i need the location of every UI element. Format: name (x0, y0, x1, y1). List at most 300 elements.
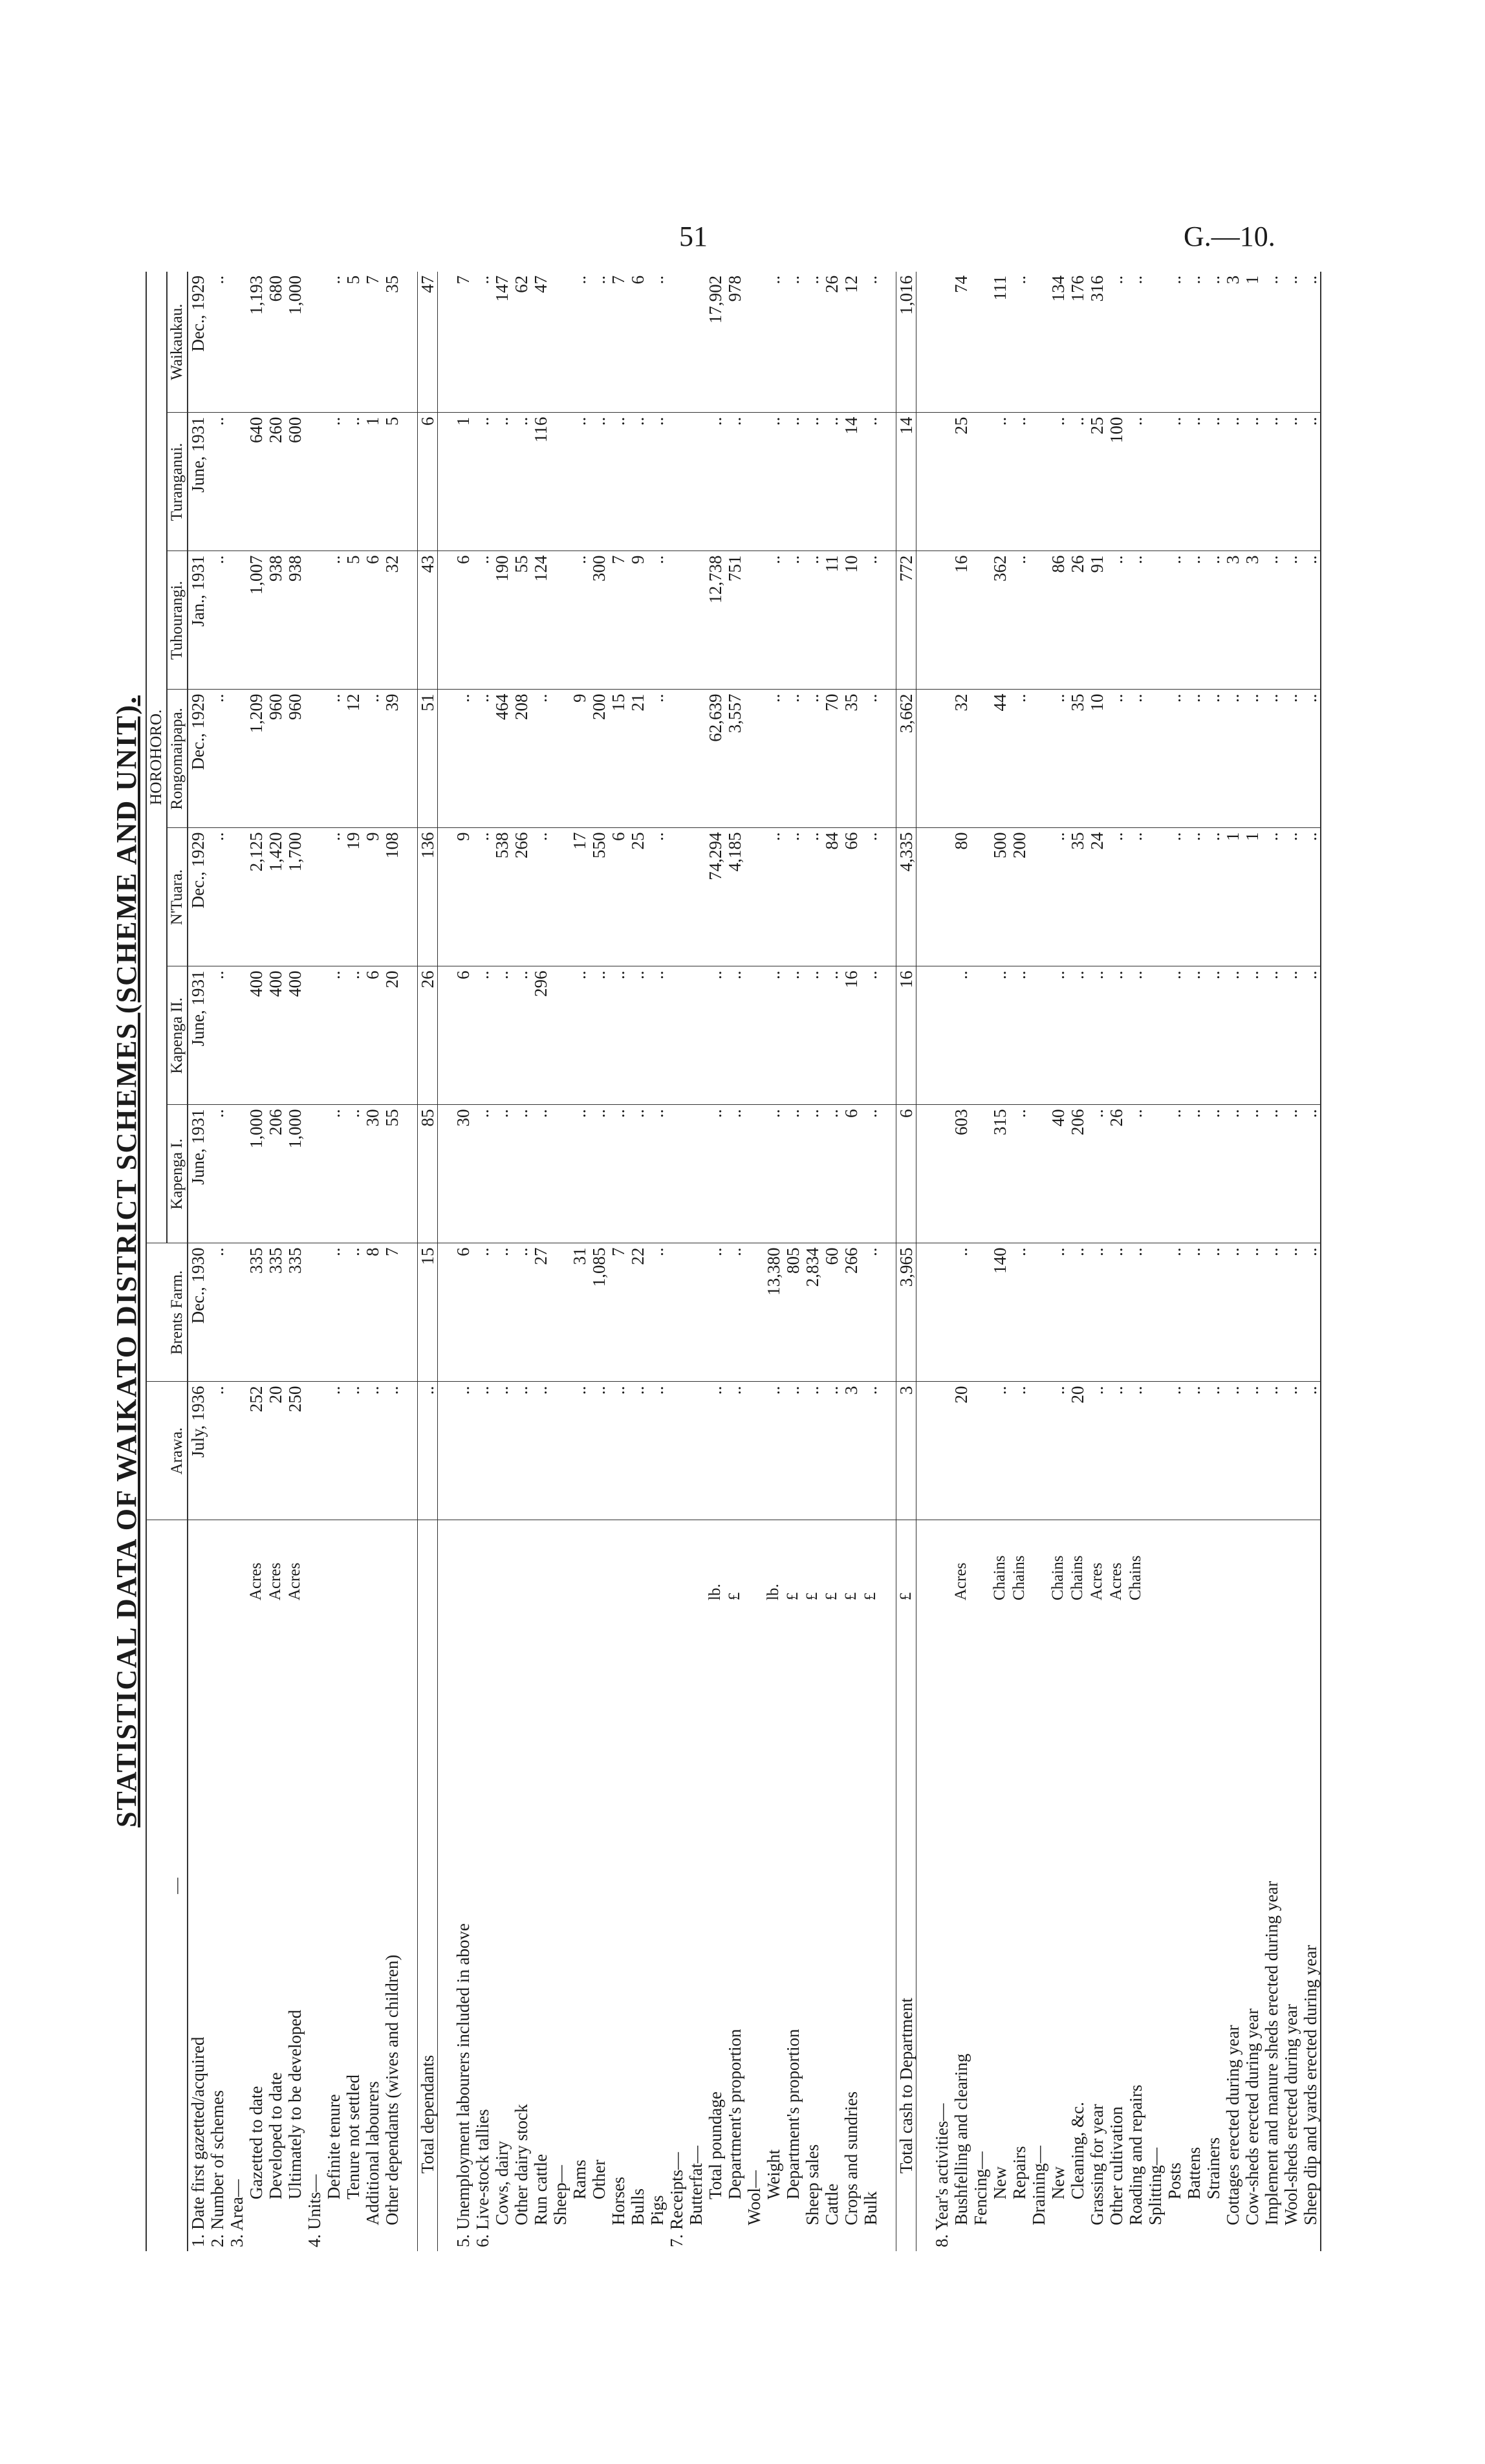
cell-value (971, 966, 990, 1105)
cell-value: .. (570, 413, 589, 551)
cell-value: .. (589, 272, 609, 413)
cell-value: 335 (266, 1243, 285, 1382)
row-label: Fencing— (971, 2152, 990, 2225)
table-row (1145, 272, 1165, 2251)
cell-value: 47 (418, 272, 438, 413)
row-unit: lb. (706, 1584, 724, 1600)
cell-value: .. (1301, 551, 1321, 690)
row-label (916, 1604, 933, 2251)
cell-value: .. (1184, 1243, 1204, 1382)
cell-value: June, 1931 (188, 1105, 208, 1243)
cell-value (932, 1243, 951, 1382)
cell-value: 6 (628, 272, 647, 413)
cell-value: .. (647, 828, 667, 966)
row-label: Total cash to Department (896, 1604, 916, 2251)
table-row (1107, 272, 1126, 2251)
cell-value: 26 (418, 966, 438, 1105)
cell-value: .. (570, 1105, 589, 1243)
cell-value: .. (822, 413, 841, 551)
cell-value: 603 (951, 1105, 971, 1243)
cell-value: .. (764, 1105, 783, 1243)
cell-value: .. (208, 1243, 227, 1382)
row-label: Sheep sales (803, 2144, 822, 2225)
cell-value: .. (1010, 966, 1029, 1105)
table-row (971, 272, 990, 2251)
cell-value: .. (764, 272, 783, 413)
row-unit (402, 1520, 418, 1604)
cell-value: .. (473, 272, 492, 413)
row-label (880, 1604, 896, 2251)
cell-value: .. (990, 413, 1010, 551)
cell-value: .. (418, 1382, 438, 1520)
cell-value (932, 551, 951, 690)
cell-value (438, 1105, 454, 1243)
row-unit: Acres (286, 1562, 303, 1600)
cell-value: .. (1301, 1382, 1321, 1520)
cell-value: 40 (1048, 1105, 1068, 1243)
cell-value: .. (1165, 828, 1184, 966)
cell-value: .. (861, 966, 880, 1105)
cell-value (880, 690, 896, 828)
cell-value: .. (208, 1105, 227, 1243)
col-header: Waikaukau. (167, 272, 188, 413)
cell-value: .. (822, 966, 841, 1105)
cell-value: .. (764, 413, 783, 551)
cell-value (227, 828, 246, 966)
cell-value: 751 (725, 551, 744, 690)
cell-value: .. (1281, 551, 1301, 690)
cell-value: Dec., 1929 (188, 690, 208, 828)
cell-value: .. (1242, 1105, 1262, 1243)
cell-value: .. (1087, 1382, 1107, 1520)
row-unit (1184, 1520, 1204, 1604)
cell-value: 26 (1107, 1105, 1126, 1243)
cell-value: .. (492, 966, 512, 1105)
cell-value: .. (1184, 690, 1204, 828)
cell-value: 80 (951, 828, 971, 966)
cell-value: .. (1126, 1243, 1145, 1382)
cell-value: 5 (343, 272, 363, 413)
cell-value: .. (706, 413, 725, 551)
cell-value (880, 1382, 896, 1520)
cell-value: 16 (841, 966, 861, 1105)
cell-value: 500 (990, 828, 1010, 966)
table-row (453, 272, 473, 2251)
cell-value: .. (951, 966, 971, 1105)
row-unit (473, 1520, 492, 1604)
cell-value: .. (647, 1105, 667, 1243)
cell-value: .. (473, 413, 492, 551)
cell-value: .. (512, 1382, 531, 1520)
row-unit (324, 1520, 343, 1604)
row-label: Additional labourers (363, 2081, 382, 2225)
row-unit (227, 1520, 246, 1604)
cell-value: June, 1931 (188, 413, 208, 551)
table-row (990, 272, 1010, 2251)
cell-value (916, 1105, 933, 1243)
table-row (803, 272, 822, 2251)
cell-value: .. (803, 1105, 822, 1243)
row-label: Wool-sheds erected during year (1281, 2004, 1301, 2225)
row-label: Run cattle (531, 2153, 550, 2225)
group-header-row (146, 272, 167, 2251)
row-label: 4. Units— (305, 2174, 324, 2247)
cell-value: .. (783, 966, 803, 1105)
cell-value (305, 966, 324, 1105)
cell-value (550, 966, 570, 1105)
cell-value (932, 272, 951, 413)
cell-value: .. (1010, 690, 1029, 828)
table-row (1068, 272, 1087, 2251)
row-label: Rams (570, 2159, 589, 2199)
cell-value: .. (861, 551, 880, 690)
cell-value: .. (492, 413, 512, 551)
cell-value (1029, 966, 1048, 1105)
cell-value (550, 1243, 570, 1382)
cell-value: .. (1262, 828, 1281, 966)
table-row (285, 272, 305, 2251)
cell-value: 3 (1223, 272, 1242, 413)
cell-value: .. (1262, 551, 1281, 690)
cell-value (971, 413, 990, 551)
cell-value: .. (324, 828, 343, 966)
cell-value: .. (951, 1243, 971, 1382)
table-row (744, 272, 764, 2251)
cell-value: 66 (841, 828, 861, 966)
cell-value: .. (1010, 1105, 1029, 1243)
table-row (188, 272, 208, 2251)
cell-value: .. (1048, 690, 1068, 828)
table-row (1262, 272, 1281, 2251)
table-row (686, 272, 706, 2251)
cell-value: 35 (841, 690, 861, 828)
cell-value (971, 551, 990, 690)
row-label: Implement and manure sheds erected during year (1262, 1881, 1281, 2225)
cell-value: 335 (246, 1243, 266, 1382)
cell-value: .. (764, 966, 783, 1105)
cell-value: .. (1223, 690, 1242, 828)
cell-value: 315 (990, 1105, 1010, 1243)
cell-value (744, 690, 764, 828)
row-label: Horses (609, 2177, 628, 2225)
cell-value: .. (861, 1243, 880, 1382)
cell-value: .. (473, 690, 492, 828)
table-row (1301, 272, 1321, 2251)
cell-value: 60 (822, 1243, 841, 1382)
table-row (1048, 272, 1068, 2251)
cell-value (916, 690, 933, 828)
cell-value: .. (1107, 272, 1126, 413)
cell-value (916, 1243, 933, 1382)
cell-value (1145, 690, 1165, 828)
cell-value (438, 413, 454, 551)
cell-value (550, 413, 570, 551)
cell-value (1029, 828, 1048, 966)
cell-value (550, 828, 570, 966)
cell-value (550, 1105, 570, 1243)
cell-value: .. (1204, 690, 1223, 828)
cell-value: .. (1165, 1382, 1184, 1520)
page-number: 51 (679, 221, 708, 252)
cell-value: .. (1126, 1382, 1145, 1520)
cell-value: 1 (1242, 828, 1262, 966)
table-row (363, 272, 382, 2251)
cell-value: 39 (382, 690, 402, 828)
cell-value (686, 828, 706, 966)
cell-value (971, 272, 990, 413)
cell-value (227, 1382, 246, 1520)
row-unit (916, 1520, 933, 1604)
cell-value: 640 (246, 413, 266, 551)
label-column-header: — (146, 1520, 188, 2251)
cell-value (880, 828, 896, 966)
cell-value: .. (1281, 272, 1301, 413)
cell-value: .. (1048, 966, 1068, 1105)
cell-value: 17,902 (706, 272, 725, 413)
cell-value (305, 413, 324, 551)
table-row (324, 272, 343, 2251)
table-row (492, 272, 512, 2251)
row-label (438, 1604, 454, 2251)
cell-value (880, 1243, 896, 1382)
cell-value: 15 (418, 1243, 438, 1382)
cell-value: .. (324, 551, 343, 690)
cell-value: .. (1126, 828, 1145, 966)
cell-value: .. (473, 1105, 492, 1243)
row-label: Department's proportion (783, 2029, 803, 2199)
cell-value: .. (1107, 1243, 1126, 1382)
row-label: Gazetted to date (246, 2086, 266, 2199)
cell-value: .. (647, 1382, 667, 1520)
cell-value (305, 1382, 324, 1520)
row-label: 8. Year's activities— (932, 2103, 951, 2247)
table-row (1223, 272, 1242, 2251)
cell-value: .. (492, 1382, 512, 1520)
cell-value: .. (861, 828, 880, 966)
cell-value: 7 (609, 551, 628, 690)
row-label: Draining— (1029, 2146, 1048, 2225)
cell-value: 116 (531, 413, 550, 551)
cell-value (916, 272, 933, 413)
cell-value (1145, 1105, 1165, 1243)
cell-value: 960 (266, 690, 285, 828)
cell-value (402, 272, 418, 413)
cell-value: .. (473, 1243, 492, 1382)
cell-value: 74,294 (706, 828, 725, 966)
cell-value: .. (628, 1382, 647, 1520)
cell-value: .. (1242, 413, 1262, 551)
cell-value: .. (208, 1382, 227, 1520)
row-label: Definite tenure (324, 2094, 343, 2199)
cell-value: 600 (285, 413, 305, 551)
cell-value: .. (453, 1382, 473, 1520)
table-row (208, 272, 227, 2251)
row-label: Cows, dairy (492, 2141, 512, 2225)
cell-value: .. (725, 966, 744, 1105)
cell-value: 938 (285, 551, 305, 690)
col-header: N'Tuara. (167, 828, 188, 966)
cell-value: 21 (628, 690, 647, 828)
cell-value: 55 (382, 1105, 402, 1243)
row-label: Grassing for year (1087, 2104, 1107, 2225)
table-row (473, 272, 492, 2251)
cell-value (305, 690, 324, 828)
cell-value: .. (492, 1105, 512, 1243)
cell-value: 938 (266, 551, 285, 690)
row-label: Battens (1184, 2147, 1204, 2199)
cell-value: .. (570, 966, 589, 1105)
cell-value: .. (1301, 1105, 1321, 1243)
cell-value: .. (647, 1243, 667, 1382)
cell-value (932, 1105, 951, 1243)
cell-value (438, 1382, 454, 1520)
cell-value: .. (324, 1243, 343, 1382)
cell-value: .. (1068, 1243, 1087, 1382)
cell-value: .. (531, 690, 550, 828)
cell-value: 4,335 (896, 828, 916, 966)
cell-value: 25 (628, 828, 647, 966)
cell-value: 35 (382, 272, 402, 413)
cell-value: 16 (896, 966, 916, 1105)
cell-value: .. (803, 966, 822, 1105)
cell-value: .. (1223, 1105, 1242, 1243)
cell-value: Dec., 1929 (188, 272, 208, 413)
cell-value: .. (764, 828, 783, 966)
cell-value: 206 (1068, 1105, 1087, 1243)
cell-value (667, 413, 686, 551)
row-label: 5. Unemployment labourers included in above (453, 1923, 473, 2247)
cell-value: 14 (841, 413, 861, 551)
cell-value: 1,000 (246, 1105, 266, 1243)
cell-value: 978 (725, 272, 744, 413)
table-row (951, 272, 971, 2251)
cell-value: 70 (822, 690, 841, 828)
cell-value (686, 1382, 706, 1520)
cell-value: .. (1223, 1382, 1242, 1520)
cell-value (305, 272, 324, 413)
cell-value: .. (1262, 966, 1281, 1105)
cell-value: 335 (285, 1243, 305, 1382)
row-unit (531, 1520, 550, 1604)
cell-value: .. (725, 1105, 744, 1243)
cell-value: June, 1931 (188, 966, 208, 1105)
cell-value: 74 (951, 272, 971, 413)
cell-value (227, 1105, 246, 1243)
row-unit (512, 1520, 531, 1604)
row-unit: £ (803, 1592, 821, 1600)
row-unit: £ (823, 1592, 840, 1600)
row-label: New (1048, 2166, 1068, 2199)
row-label: Bulls (628, 2188, 647, 2225)
cell-value: .. (609, 1105, 628, 1243)
cell-value: .. (208, 966, 227, 1105)
cell-value: 85 (418, 1105, 438, 1243)
cell-value: 200 (1010, 828, 1029, 966)
cell-value (667, 1382, 686, 1520)
cell-value (402, 828, 418, 966)
row-unit: £ (842, 1592, 860, 1600)
cell-value (667, 828, 686, 966)
cell-value: 16 (951, 551, 971, 690)
cell-value: 9 (628, 551, 647, 690)
cell-value (971, 690, 990, 828)
cell-value: 19 (343, 828, 363, 966)
cell-value: .. (706, 1382, 725, 1520)
row-unit: £ (784, 1592, 801, 1600)
cell-value: 6 (363, 551, 382, 690)
row-unit (686, 1520, 706, 1604)
cell-value: 1,085 (589, 1243, 609, 1382)
cell-value: 108 (382, 828, 402, 966)
cell-value: 200 (589, 690, 609, 828)
cell-value: 7 (382, 1243, 402, 1382)
row-unit (1262, 1520, 1281, 1604)
table-row (531, 272, 550, 2251)
cell-value: .. (1165, 966, 1184, 1105)
cell-value: .. (324, 413, 343, 551)
cell-value (932, 1382, 951, 1520)
cell-value: 3 (1223, 551, 1242, 690)
cell-value: 136 (418, 828, 438, 966)
cell-value: 1,193 (246, 272, 266, 413)
cell-value: 26 (822, 272, 841, 413)
cell-value: .. (764, 551, 783, 690)
cell-value (1145, 413, 1165, 551)
cell-value: .. (473, 966, 492, 1105)
cell-value (667, 272, 686, 413)
cell-value (686, 690, 706, 828)
cell-value: 14 (896, 413, 916, 551)
row-label: Cleaning, &c. (1068, 2102, 1087, 2199)
cell-value: .. (363, 1382, 382, 1520)
cell-value (227, 690, 246, 828)
cell-value (880, 551, 896, 690)
cell-value: .. (803, 413, 822, 551)
cell-value (402, 690, 418, 828)
row-unit (1242, 1520, 1262, 1604)
cell-value: 400 (285, 966, 305, 1105)
cell-value: 3,965 (896, 1243, 916, 1382)
cell-value: .. (1048, 1382, 1068, 1520)
cell-value: .. (343, 1243, 363, 1382)
table-row (1087, 272, 1107, 2251)
cell-value: .. (1126, 1105, 1145, 1243)
row-unit (382, 1520, 402, 1604)
cell-value: 9 (363, 828, 382, 966)
col-header: Tuhourangi. (167, 551, 188, 690)
row-unit: Chains (1068, 1555, 1086, 1600)
cell-value: 32 (951, 690, 971, 828)
table-row (841, 272, 861, 2251)
cell-value: .. (208, 690, 227, 828)
cell-value (1145, 272, 1165, 413)
cell-value: 6 (896, 1105, 916, 1243)
row-label: Tenure not settled (343, 2074, 363, 2199)
cell-value: .. (764, 1382, 783, 1520)
row-unit (550, 1520, 570, 1604)
cell-value: .. (725, 413, 744, 551)
row-unit (880, 1520, 896, 1604)
cell-value: .. (1281, 690, 1301, 828)
cell-value: .. (1184, 828, 1204, 966)
row-unit (418, 1520, 438, 1604)
cell-value: .. (1048, 413, 1068, 551)
cell-value: .. (1184, 966, 1204, 1105)
row-unit (363, 1520, 382, 1604)
table-row (822, 272, 841, 2251)
table-row (1029, 272, 1048, 2251)
cell-value (667, 551, 686, 690)
